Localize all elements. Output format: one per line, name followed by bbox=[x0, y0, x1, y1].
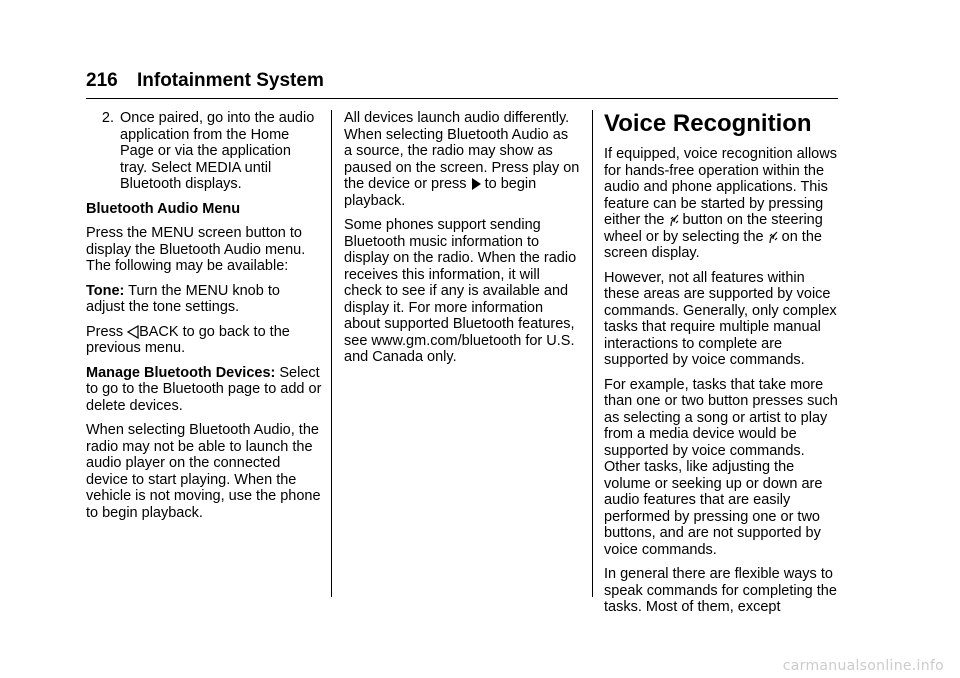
phones-paragraph: Some phones support sending Bluetooth music information to display on the radio. When the radio receives this information, it will check to see if any is available and display it. For more information about supported Bluetooth features, see www.gm.com/bluetooth for U.S. and Canada only. bbox=[344, 217, 577, 365]
menu-heading: Bluetooth Audio Menu bbox=[86, 200, 241, 217]
back-paragraph bbox=[86, 324, 322, 357]
play-icon bbox=[471, 178, 481, 190]
section-heading: Voice Recognition bbox=[604, 110, 812, 137]
manage-paragraph bbox=[86, 365, 322, 415]
vr-paragraph-1 bbox=[604, 146, 840, 262]
voice-recognition-icon bbox=[669, 213, 679, 227]
column-divider-1 bbox=[331, 110, 332, 597]
vr-p1-a: If equipped, voice recognition allows for hands-free operation within the audio and phone applications. This feature can be started by pressing either the bbox=[604, 146, 837, 228]
page-number: 216 bbox=[86, 70, 118, 91]
column-1 bbox=[86, 110, 322, 529]
page-header bbox=[86, 70, 324, 92]
manage-text: Select to go to the Bluetooth page to add or delete devices. bbox=[86, 364, 322, 414]
tone-paragraph bbox=[86, 283, 322, 316]
vr-p1-c: on the screen display. bbox=[604, 228, 822, 261]
header-rule bbox=[86, 98, 838, 99]
launch-paragraph bbox=[344, 110, 580, 209]
tone-label: Tone: bbox=[86, 282, 125, 299]
step-number: 2. bbox=[101, 110, 114, 126]
step-text: Once paired, go into the audio application from the Home Page or via the application tray. Select MEDIA until Bluetooth displays. bbox=[120, 110, 315, 192]
vr-paragraph-4: In general there are flexible ways to speak commands for completing the tasks. Most of them, except bbox=[604, 566, 837, 615]
vr-paragraph-3: For example, tasks that take more than one or two button presses such as selecting a song or artist to play from a media device would be supported by voice commands. Other tasks, like adjusting the volume or seeking up or down are audio features that are easily performed by pressing one or two buttons, and are not supported by voice commands. bbox=[604, 376, 838, 558]
vr-paragraph-2: However, not all features within these areas are supported by voice commands. Generally, only complex tasks that require multiple manual interactions to complete are supported by voice commands. bbox=[604, 269, 837, 368]
column-2 bbox=[344, 110, 580, 374]
step-item bbox=[86, 110, 322, 193]
voice-recognition-icon bbox=[768, 230, 778, 244]
launch-before: All devices launch audio differently. When selecting Bluetooth Audio as a source, the radio may show as paused on the screen. Press play on the device or press bbox=[344, 110, 580, 192]
watermark: carmanualsonline.info bbox=[782, 658, 944, 674]
back-after: BACK to go back to the previous menu. bbox=[86, 323, 290, 356]
back-before: Press bbox=[86, 323, 128, 340]
back-icon bbox=[127, 325, 139, 339]
column-divider-2 bbox=[592, 110, 593, 597]
playback-paragraph: When selecting Bluetooth Audio, the radio may not be able to launch the audio player on the connected device to start playing. When the vehicle is not moving, use the phone to begin playback. bbox=[86, 422, 321, 521]
launch-after: to begin playback. bbox=[344, 176, 537, 209]
manage-label: Manage Bluetooth Devices: bbox=[86, 364, 276, 381]
section-title: Infotainment System bbox=[136, 70, 324, 91]
menu-intro: Press the MENU screen button to display the Bluetooth Audio menu. The following may be available: bbox=[86, 225, 306, 274]
tone-text: Turn the MENU knob to adjust the tone settings. bbox=[86, 282, 280, 315]
vr-p1-b: button on the steering wheel or by selecting the bbox=[604, 212, 823, 245]
column-3 bbox=[604, 110, 840, 624]
